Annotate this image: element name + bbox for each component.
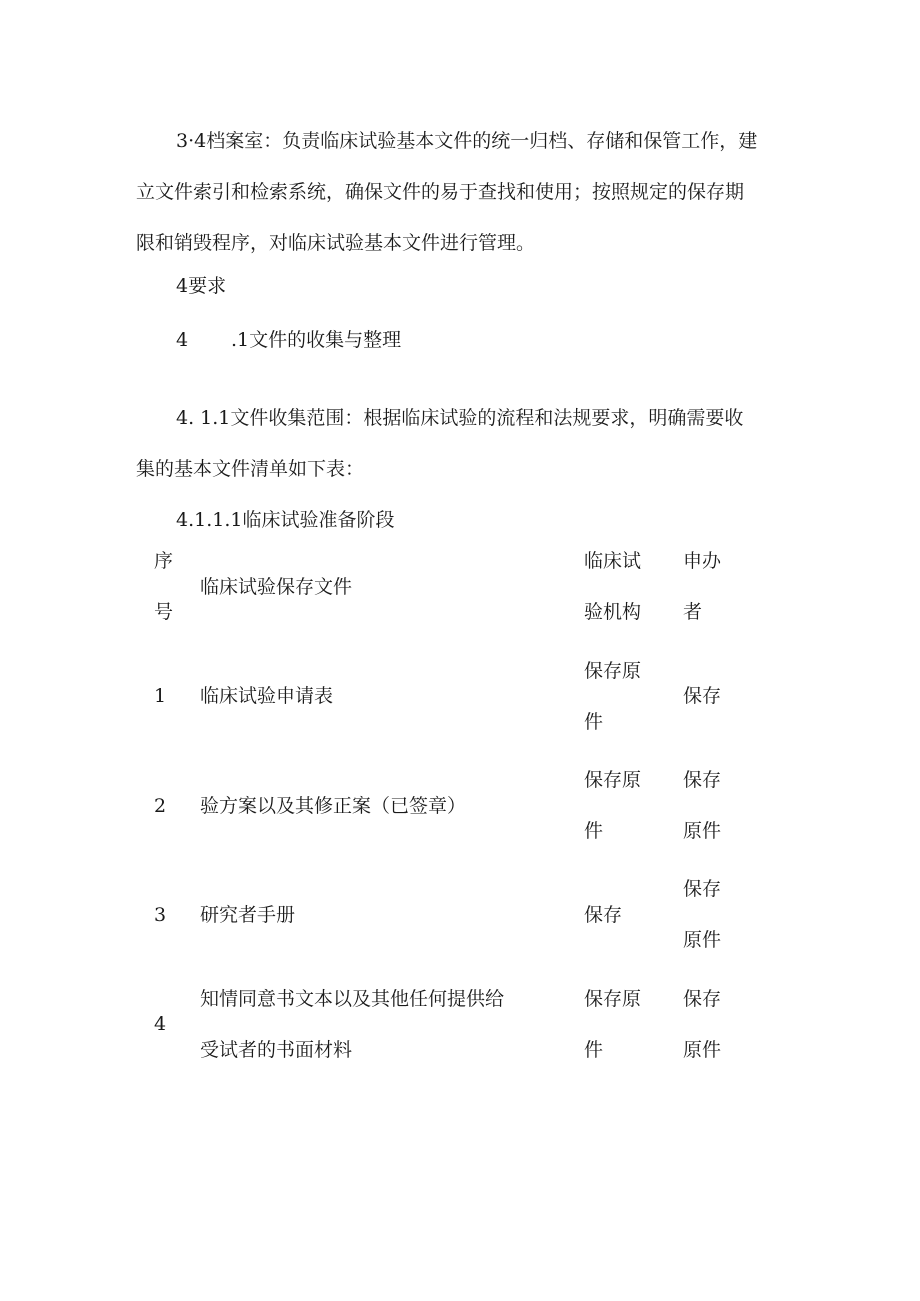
text-line: 立文件索引和检索系统，确保文件的易于查找和使用；按照规定的保存期 bbox=[136, 181, 745, 203]
row-sponsor: 保存 bbox=[683, 685, 722, 707]
row-document: 研究者手册 bbox=[200, 904, 296, 926]
section-4-1-1-paragraph bbox=[136, 393, 786, 495]
text-line: 集的基本文件清单如下表： bbox=[136, 458, 365, 480]
row-seq: 2 bbox=[154, 795, 167, 817]
row-document: 验方案以及其修正案（已签章） bbox=[200, 795, 467, 817]
row-document: 知情同意书文本以及其他任何提供给 受试者的书面材料 bbox=[200, 988, 505, 1061]
heading-4-1-number: 4 bbox=[176, 329, 189, 351]
text-line: 4. 1.1文件收集范围：根据临床试验的流程和法规要求，明确需要收 bbox=[176, 407, 744, 429]
row-sponsor: 保存 原件 bbox=[683, 988, 722, 1061]
row-sponsor: 保存 原件 bbox=[683, 878, 722, 951]
row-sponsor: 保存 原件 bbox=[683, 769, 722, 842]
table-header-institution: 临床试 验机构 bbox=[584, 550, 642, 623]
text-line: 限和销毁程序，对临床试验基本文件进行管理。 bbox=[136, 232, 536, 254]
row-seq: 4 bbox=[154, 1013, 167, 1035]
row-document: 临床试验申请表 bbox=[200, 685, 334, 707]
row-seq: 1 bbox=[154, 685, 167, 707]
row-institution: 保存原 件 bbox=[584, 988, 642, 1061]
table-header-document: 临床试验保存文件 bbox=[200, 576, 353, 598]
row-institution: 保存原 件 bbox=[584, 769, 642, 842]
heading-4-1-title: .1文件的收集与整理 bbox=[231, 329, 402, 351]
heading-requirements: 4要求 bbox=[176, 275, 227, 297]
table-header-sponsor: 申办 者 bbox=[683, 550, 722, 623]
row-institution: 保存原 件 bbox=[584, 660, 642, 733]
section-3-4-paragraph bbox=[136, 116, 786, 269]
row-seq: 3 bbox=[154, 904, 167, 926]
heading-4-1-1-1: 4.1.1.1临床试验准备阶段 bbox=[176, 509, 395, 531]
row-institution: 保存 bbox=[584, 904, 623, 926]
text-line: 3·4档案室：负责临床试验基本文件的统一归档、存储和保管工作，建 bbox=[176, 130, 758, 152]
table-header-seq: 序 号 bbox=[154, 550, 174, 623]
